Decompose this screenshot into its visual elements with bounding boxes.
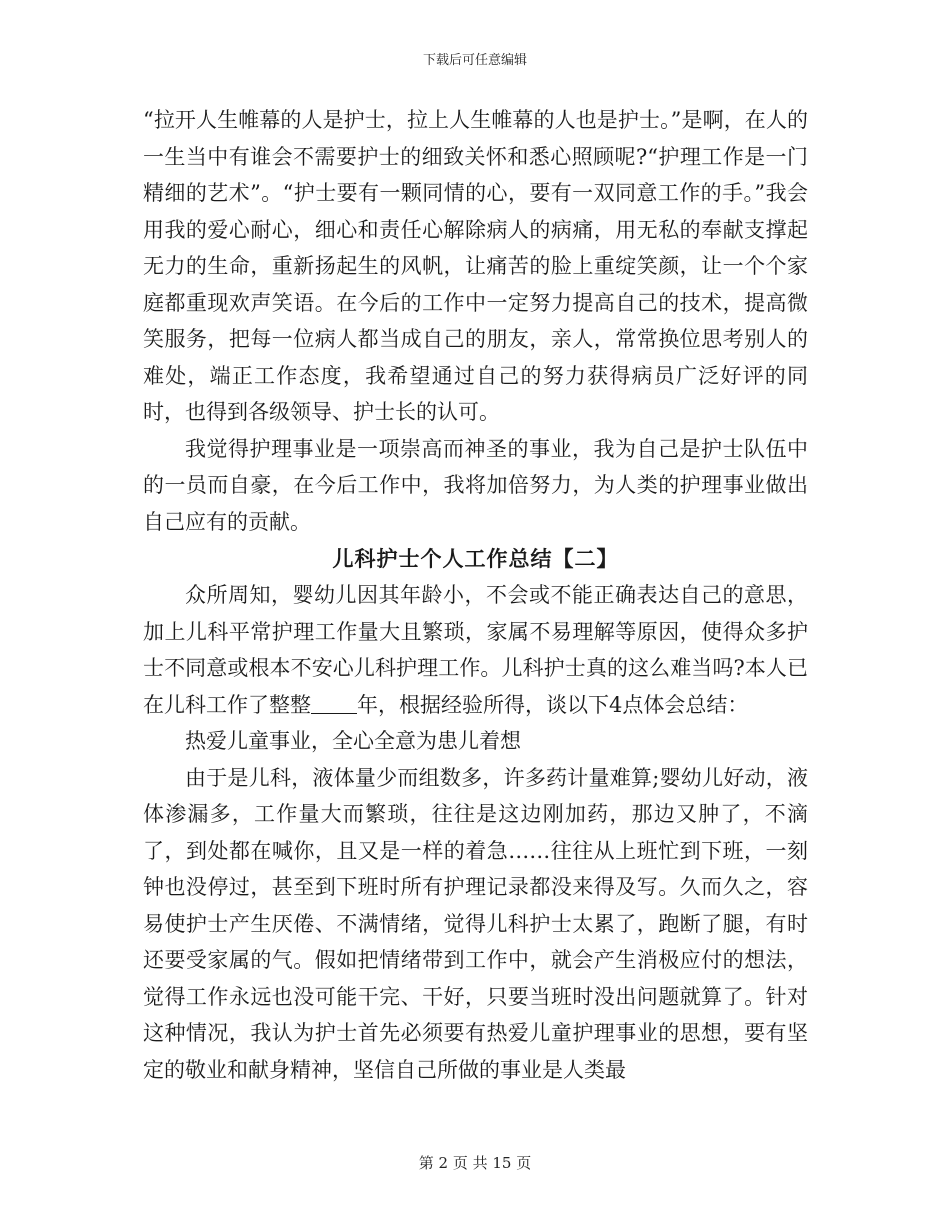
page-footer: 第 2 页 共 15 页 <box>418 1154 532 1172</box>
paragraph-workload: 由于是儿科，液体量少而组数多，许多药计量难算;婴幼儿好动，液体渗漏多，工作量大而繁琐，往往是这边刚加药，那边又肿了，不滴了，到处都在喊你，且又是一样的着急……往往从上班忙到下班，一刻钟也没停过，甚至到下班时所有护理记录都没来得及写。久而久之，容易使护士产生厌倦、不满情绪，觉得儿科护士太累了，跑断了腿，有时还要受家属的气。假如把情绪带到工作中，就会产生消极应付的想法，觉得工作永远也没可能干完、干好，只要当班时没出问题就算了。针对这种情况，我认为护士首先必须要有热爱儿童护理事业的思想，要有坚定的敬业和献身精神，坚信自己所做的事业是人类最 <box>143 765 808 1082</box>
paragraph-career-pride: 我觉得护理事业是一项崇高而神圣的事业，我为自己是护士队伍中的一员而自豪，在今后工作中，我将加倍努力，为人类的护理事业做出自己应有的贡献。 <box>143 436 808 534</box>
paragraph-heading-love-children: 热爱儿童事业，全心全意为患儿着想 <box>185 729 521 753</box>
section-title: 儿科护士个人工作总结【二】 <box>332 546 619 571</box>
years-blank-field <box>311 693 357 714</box>
paragraph-pediatric-intro-text: 众所周知，婴幼儿因其年龄小，不会或不能正确表达自己的意思，加上儿科平常护理工作量大且繁琐，家属不易理解等原因，使得众多护士不同意或根本不安心儿科护理工作。儿科护士真的这么难当吗?本人已在儿科工作了整整 <box>143 583 808 717</box>
page-header-note: 下载后可任意编辑 <box>422 53 527 68</box>
paragraph-quote-intro: “拉开人生帷幕的人是护士，拉上人生帷幕的人也是护士。”是啊，在人的一生当中有谁会不需要护士的细致关怀和悉心照顾呢?“护理工作是一门精细的艺术”。“护士要有一颗同情的心，要有一双同意工作的手。”我会用我的爱心耐心，细心和责任心解除病人的病痛，用无私的奉献支撑起无力的生命，重新扬起生的风帆，让痛苦的脸上重绽笑颜，让一个个家庭都重现欢声笑语。在今后的工作中一定努力提高自己的技术，提高微笑服务，把每一位病人都当成自己的朋友，亲人，常常换位思考别人的难处，端正工作态度，我希望通过自己的努力获得病员广泛好评的同时，也得到各级领导、护士长的认可。 <box>143 108 808 424</box>
paragraph-pediatric-intro <box>143 577 808 723</box>
document-body <box>143 102 808 1088</box>
paragraph-pediatric-intro-tail: 年，根据经验所得，谈以下4点体会总结： <box>357 692 749 717</box>
